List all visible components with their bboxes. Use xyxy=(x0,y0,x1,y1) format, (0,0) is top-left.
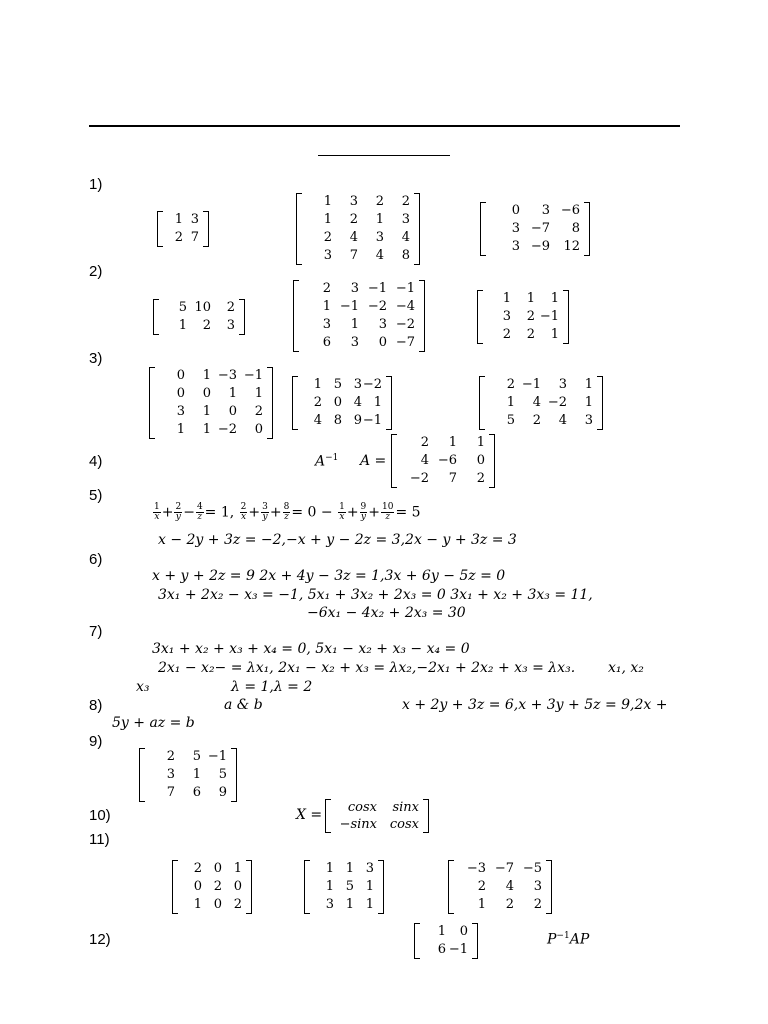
matrix-cell: −2 xyxy=(217,422,237,437)
equation-7-vars: x₁, x₂ xyxy=(608,660,644,676)
matrix-cell: 1 xyxy=(373,395,382,410)
problem-number-9: 9) xyxy=(89,733,103,750)
matrix-cell: 1 xyxy=(202,404,211,419)
matrix-3b xyxy=(292,376,392,430)
bracket-right xyxy=(546,860,552,914)
matrix-cell: 0 xyxy=(476,453,485,468)
matrix-cell: 1 xyxy=(584,395,593,410)
matrix-cell: 1 xyxy=(228,386,237,401)
matrix-cell: 4 xyxy=(375,248,384,263)
matrix-cell: 1 xyxy=(174,212,183,227)
matrix-cell: −3 xyxy=(466,861,486,876)
matrix-12 xyxy=(414,923,478,959)
matrix-cell: 3 xyxy=(502,309,511,324)
matrix-cell: −3 xyxy=(217,368,237,383)
matrix-cell: 1 xyxy=(350,317,359,332)
equation-7-line2: 2x₁ − x₂− = λx₁, 2x₁ − x₂ + x₃ = λx₂,−2x₁ + 2x₂ + x₃ = λx₃. xyxy=(158,660,576,676)
matrix-cell: 5 xyxy=(333,377,342,392)
matrix-3a xyxy=(149,367,273,439)
matrix-cell: cosx xyxy=(347,800,377,815)
matrix-cell: 1 xyxy=(323,194,332,209)
matrix-cell: 2 xyxy=(254,404,263,419)
matrix-cell: 4 xyxy=(420,453,429,468)
bracket-right xyxy=(597,376,603,430)
matrix-cell: 2 xyxy=(532,413,541,428)
matrix-cell: 5 xyxy=(192,749,201,764)
matrix-cell: 2 xyxy=(506,377,515,392)
header-rule xyxy=(89,125,680,127)
bracket-right xyxy=(386,376,392,430)
matrix-cell: −1 xyxy=(395,281,415,296)
matrix-cell: 3 xyxy=(511,239,520,254)
matrix-cell: 4 xyxy=(313,413,322,428)
matrix-cell: 2 xyxy=(166,749,175,764)
problem-number-3: 3) xyxy=(89,350,103,367)
matrix-cell: 3 xyxy=(323,248,332,263)
equation-7-x3: x₃ xyxy=(136,679,150,695)
matrix-cell: 2 xyxy=(526,327,535,342)
matrix-1a xyxy=(157,211,209,247)
matrix-cell: −2 xyxy=(395,317,415,332)
matrix-cell: 3 xyxy=(558,377,567,392)
matrix-cell: −1 xyxy=(243,368,263,383)
equation-6-line3: −6x₁ − 4x₂ + 2x₃ = 30 xyxy=(307,605,466,621)
matrix-cell: 4 xyxy=(505,879,514,894)
problem-number-10: 10) xyxy=(89,807,111,824)
matrix-cell: 0 xyxy=(176,386,185,401)
equation-7-lambda: λ = 1,λ = 2 xyxy=(231,679,313,695)
matrix-cell: −2 xyxy=(367,299,387,314)
equation-5-fractions: $\frac{1}{x}$ + $\frac{2}{y}$ − $\frac{4}{z}$ = 1, $\frac{2}{x}$ + $\frac{3}{y}$ + $\frac{8}{z}$ = 0 − $\frac{1}{x}$ + $\frac{9}{y}$ + $\frac{10}{z}$ = 5 xyxy=(154,502,421,522)
matrix-cell: 3 xyxy=(325,897,334,912)
matrix-cell: 8 xyxy=(401,248,410,263)
matrix-cell: 9 xyxy=(218,785,227,800)
matrix-cell: 0 xyxy=(378,335,387,350)
matrix-cell: 1 xyxy=(325,879,334,894)
bracket-right xyxy=(489,434,495,488)
bracket-right xyxy=(563,290,569,344)
matrix-cell: 4 xyxy=(401,230,410,245)
similarity-expression: $P^{-1}AP$ xyxy=(547,931,590,948)
a-inverse: $A^{-1}$ xyxy=(315,453,339,470)
bracket-right xyxy=(472,923,478,959)
x-equals-label: X = xyxy=(296,807,323,823)
problem-number-1: 1) xyxy=(89,176,103,193)
matrix-cell: −7 xyxy=(530,221,550,236)
matrix-1b xyxy=(296,193,420,265)
matrix-cell: 1 xyxy=(323,212,332,227)
matrix-cell: 1 xyxy=(345,861,354,876)
problem-number-7: 7) xyxy=(89,623,103,640)
matrix-cell: 3 xyxy=(322,317,331,332)
matrix-cell: 3 xyxy=(584,413,593,428)
matrix-cell: 1 xyxy=(254,386,263,401)
matrix-cell: −7 xyxy=(395,335,415,350)
matrix-cell: 1 xyxy=(448,435,457,450)
a-and-b: a & b xyxy=(224,697,263,713)
matrix-cell: 1 xyxy=(477,897,486,912)
bracket-right xyxy=(423,799,429,833)
matrix-cell: 1 xyxy=(202,422,211,437)
matrix-cell: −2 xyxy=(547,395,567,410)
matrix-cell: 2 xyxy=(226,300,235,315)
matrix-cell: 2 xyxy=(233,897,242,912)
matrix-cell: 5 xyxy=(218,767,227,782)
equation-6-line1: x + y + 2z = 9 2x + 4y − 3z = 1,3x + 6y − 5z = 0 xyxy=(152,568,506,584)
title-underline xyxy=(318,155,450,156)
matrix-cell: 5 xyxy=(178,300,187,315)
matrix-cell: 0 xyxy=(202,386,211,401)
matrix-cell: 1 xyxy=(437,924,446,939)
matrix-cell: 6 xyxy=(437,942,446,957)
matrix-cell: −2 xyxy=(409,471,429,486)
matrix-cell: 2 xyxy=(476,471,485,486)
matrix-cell: 1 xyxy=(365,879,374,894)
matrix-cell: 0 xyxy=(213,861,222,876)
matrix-cell: 3 xyxy=(365,861,374,876)
matrix-cell: 7 xyxy=(448,471,457,486)
matrix-cell: −1 xyxy=(521,377,541,392)
matrix-11a xyxy=(172,860,252,914)
a-equals-label: A = xyxy=(360,453,387,469)
matrix-11c xyxy=(448,860,552,914)
matrix-cell: 8 xyxy=(333,413,342,428)
matrix-cell: 2 xyxy=(323,230,332,245)
matrix-cell: 2 xyxy=(174,230,183,245)
bracket-right xyxy=(414,193,420,265)
matrix-cell: 0 xyxy=(459,924,468,939)
matrix-cell: 1 xyxy=(526,291,535,306)
equation-8-line2: 5y + az = b xyxy=(112,715,195,731)
matrix-cell: −5 xyxy=(522,861,542,876)
matrix-cell: 10 xyxy=(194,300,211,315)
matrix-cell: −1 xyxy=(207,749,227,764)
bracket-right xyxy=(419,280,425,352)
matrix-cell: 3 xyxy=(226,318,235,333)
matrix-cell: 5 xyxy=(506,413,515,428)
matrix-cell: −1 xyxy=(448,942,468,957)
matrix-cell: cosx xyxy=(389,817,419,832)
matrix-cell: 3 xyxy=(533,879,542,894)
matrix-cell: 2 xyxy=(477,879,486,894)
matrix-cell: sinx xyxy=(392,800,419,815)
matrix-cell: 1 xyxy=(550,291,559,306)
bracket-right xyxy=(584,202,590,256)
problem-number-8: 8) xyxy=(89,697,103,714)
matrix-cell: 12 xyxy=(563,239,580,254)
matrix-cell: 0 xyxy=(228,404,237,419)
bracket-right xyxy=(378,860,384,914)
matrix-cell: 3 xyxy=(401,212,410,227)
matrix-cell: −1 xyxy=(339,299,359,314)
matrix-cell: 2 xyxy=(533,897,542,912)
matrix-cell: 1 xyxy=(202,368,211,383)
matrix-cell: −1 xyxy=(362,413,382,428)
matrix-cell: 4 xyxy=(532,395,541,410)
problem-number-5: 5) xyxy=(89,487,103,504)
matrix-cell: 1 xyxy=(476,435,485,450)
matrix-cell: 1 xyxy=(502,291,511,306)
matrix-cell: 1 xyxy=(365,897,374,912)
equation-5-line2: x − 2y + 3z = −2,−x + y − 2z = 3,2x − y + 3z = 3 xyxy=(158,532,517,548)
matrix-cell: 4 xyxy=(353,395,362,410)
matrix-cell: 3 xyxy=(350,281,359,296)
matrix-cell: 1 xyxy=(584,377,593,392)
matrix-cell: 7 xyxy=(166,785,175,800)
matrix-cell: 2 xyxy=(526,309,535,324)
matrix-cell: −1 xyxy=(367,281,387,296)
matrix-cell: 4 xyxy=(349,230,358,245)
matrix-cell: 3 xyxy=(541,203,550,218)
equation-6-line2: 3x₁ + 2x₂ − x₃ = −1, 5x₁ + 3x₂ + 2x₃ = 0 3x₁ + x₂ + 3x₃ = 11, xyxy=(158,587,593,603)
matrix-cell: 2 xyxy=(349,212,358,227)
matrix-cell: 2 xyxy=(193,861,202,876)
matrix-cell: 2 xyxy=(202,318,211,333)
matrix-cell: 1 xyxy=(176,422,185,437)
matrix-cell: 1 xyxy=(325,861,334,876)
matrix-cell: 1 xyxy=(192,767,201,782)
matrix-cell: −2 xyxy=(362,377,382,392)
matrix-cell: 1 xyxy=(178,318,187,333)
matrix-2b xyxy=(293,280,425,352)
matrix-cell: 3 xyxy=(176,404,185,419)
matrix-cell: 3 xyxy=(190,212,199,227)
matrix-10 xyxy=(325,799,429,833)
problem-number-6: 6) xyxy=(89,551,103,568)
matrix-4 xyxy=(391,434,495,488)
problem-number-11: 11) xyxy=(89,831,110,848)
matrix-1c xyxy=(480,202,590,256)
matrix-cell: 1 xyxy=(345,897,354,912)
matrix-cell: −1 xyxy=(539,309,559,324)
bracket-right xyxy=(203,211,209,247)
bracket-right xyxy=(231,748,237,802)
matrix-cell: 1 xyxy=(550,327,559,342)
matrix-cell: 3 xyxy=(349,194,358,209)
matrix-cell: 2 xyxy=(505,897,514,912)
matrix-cell: −7 xyxy=(494,861,514,876)
matrix-cell: 3 xyxy=(511,221,520,236)
matrix-cell: −6 xyxy=(437,453,457,468)
bracket-right xyxy=(239,299,245,335)
matrix-cell: 0 xyxy=(233,879,242,894)
matrix-cell: 3 xyxy=(378,317,387,332)
matrix-cell: 6 xyxy=(192,785,201,800)
matrix-cell: 2 xyxy=(502,327,511,342)
matrix-cell: 8 xyxy=(571,221,580,236)
matrix-cell: 6 xyxy=(322,335,331,350)
matrix-cell: 5 xyxy=(345,879,354,894)
matrix-cell: 3 xyxy=(166,767,175,782)
matrix-cell: −4 xyxy=(395,299,415,314)
equation-8-line1: x + 2y + 3z = 6,x + 3y + 5z = 9,2x + xyxy=(402,697,668,713)
matrix-cell: 2 xyxy=(322,281,331,296)
matrix-cell: 7 xyxy=(190,230,199,245)
bracket-right xyxy=(267,367,273,439)
matrix-cell: −9 xyxy=(530,239,550,254)
equation-7-line1: 3x₁ + x₂ + x₃ + x₄ = 0, 5x₁ − x₂ + x₃ − x₄ = 0 xyxy=(152,641,470,657)
matrix-3c xyxy=(479,376,603,430)
matrix-2a xyxy=(153,299,245,335)
matrix-cell: 1 xyxy=(193,897,202,912)
matrix-cell: 1 xyxy=(322,299,331,314)
problem-number-4: 4) xyxy=(89,453,103,470)
matrix-cell: 2 xyxy=(375,194,384,209)
matrix-cell: 2 xyxy=(313,395,322,410)
problem-number-2: 2) xyxy=(89,263,103,280)
matrix-cell: 0 xyxy=(213,897,222,912)
matrix-cell: 0 xyxy=(176,368,185,383)
matrix-cell: −sinx xyxy=(339,817,377,832)
matrix-cell: 3 xyxy=(353,377,362,392)
matrix-9 xyxy=(139,748,237,802)
matrix-cell: 0 xyxy=(254,422,263,437)
matrix-cell: 1 xyxy=(233,861,242,876)
matrix-cell: 0 xyxy=(511,203,520,218)
matrix-cell: 0 xyxy=(193,879,202,894)
matrix-cell: 4 xyxy=(558,413,567,428)
matrix-cell: 9 xyxy=(353,413,362,428)
problem-number-12: 12) xyxy=(89,931,111,948)
matrix-cell: 1 xyxy=(506,395,515,410)
matrix-cell: 3 xyxy=(375,230,384,245)
matrix-cell: 1 xyxy=(313,377,322,392)
matrix-11b xyxy=(304,860,384,914)
matrix-cell: 2 xyxy=(420,435,429,450)
matrix-cell: −6 xyxy=(560,203,580,218)
matrix-cell: 3 xyxy=(350,335,359,350)
matrix-cell: 0 xyxy=(333,395,342,410)
matrix-cell: 2 xyxy=(401,194,410,209)
bracket-right xyxy=(246,860,252,914)
matrix-cell: 2 xyxy=(213,879,222,894)
matrix-2c xyxy=(477,290,569,344)
matrix-cell: 7 xyxy=(349,248,358,263)
matrix-cell: 1 xyxy=(375,212,384,227)
